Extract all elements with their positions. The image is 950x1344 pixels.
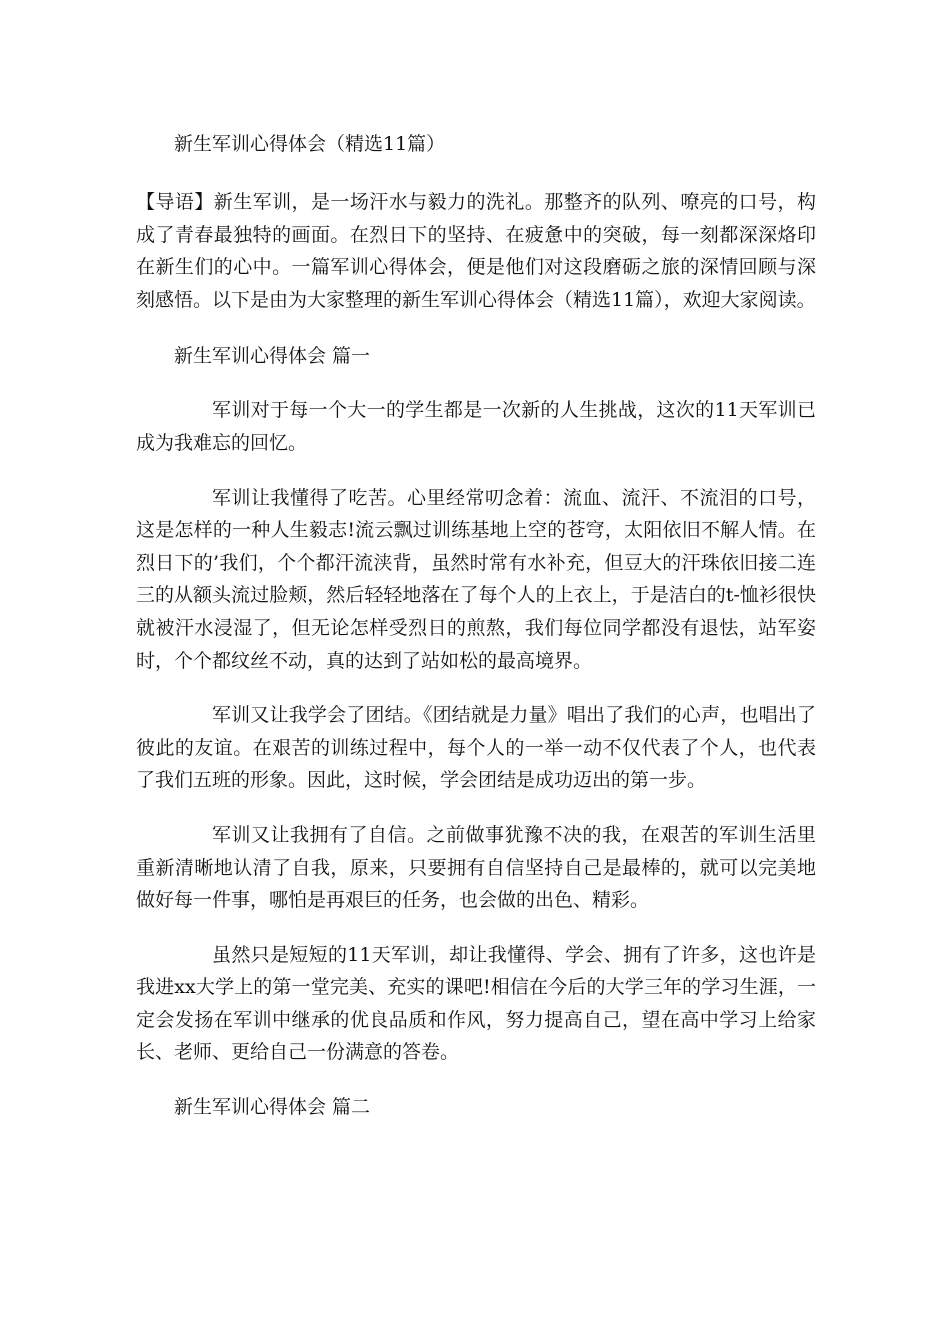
body-paragraph: 虽然只是短短的11天军训，却让我懂得、学会、拥有了许多，这也许是我进xx大学上的第一堂完美、充实的课吧!相信在今后的大学三年的学习生涯，一定会发扬在军训中继承的优良品质和作风，努力提高自己，望在高中学习上给家长、老师、更给自己一份满意的答卷。 — [136, 943, 816, 1064]
body-paragraph: 军训让我懂得了吃苦。心里经常叨念着：流血、流汗、不流泪的口号，这是怎样的一种人生毅志!流云飘过训练基地上空的苍穹，太阳依旧不解人情。在烈日下的’我们，个个都汗流浃背，虽然时常有水补充，但豆大的汗珠依旧接二连三的从额头流过脸颊，然后轻轻地落在了每个人的上衣上，于是洁白的t-恤衫很快就被汗水浸湿了，但无论怎样受烈日的煎熬，我们每位同学都没有退怯，站军姿时，个个都纹丝不动，真的达到了站如松的最高境界。 — [136, 486, 816, 672]
section-heading-1: 新生军训心得体会 篇一 — [174, 345, 371, 368]
document-page — [136, 128, 816, 1145]
body-paragraph: 军训又让我拥有了自信。之前做事犹豫不决的我，在艰苦的军训生活里重新清晰地认清了自我，原来，只要拥有自信坚持自己是最棒的，就可以完美地做好每一件事，哪怕是再艰巨的任务，也会做的出色、精彩。 — [136, 823, 816, 912]
section-heading-2: 新生军训心得体会 篇二 — [174, 1096, 371, 1119]
document-title: 新生军训心得体会（精选11篇） — [174, 133, 446, 155]
intro-paragraph: 【导语】新生军训，是一场汗水与毅力的洗礼。那整齐的队列、嘹亮的口号，构成了青春最独特的画面。在烈日下的坚持、在疲惫中的突破，每一刻都深深烙印在新生们的心中。一篇军训心得体会，便是他们对这段磨砺之旅的深情回顾与深刻感悟。以下是由为大家整理的新生军训心得体会（精选11篇），欢迎大家阅读。 — [136, 191, 816, 311]
body-paragraph: 军训对于每一个大一的学生都是一次新的人生挑战，这次的11天军训已成为我难忘的回忆。 — [136, 399, 816, 454]
body-paragraph: 军训又让我学会了团结。《团结就是力量》唱出了我们的心声，也唱出了彼此的友谊。在艰苦的训练过程中，每个人的一举一动不仅代表了个人，也代表了我们五班的形象。因此，这时候，学会团结是成功迈出的第一步。 — [136, 704, 816, 792]
